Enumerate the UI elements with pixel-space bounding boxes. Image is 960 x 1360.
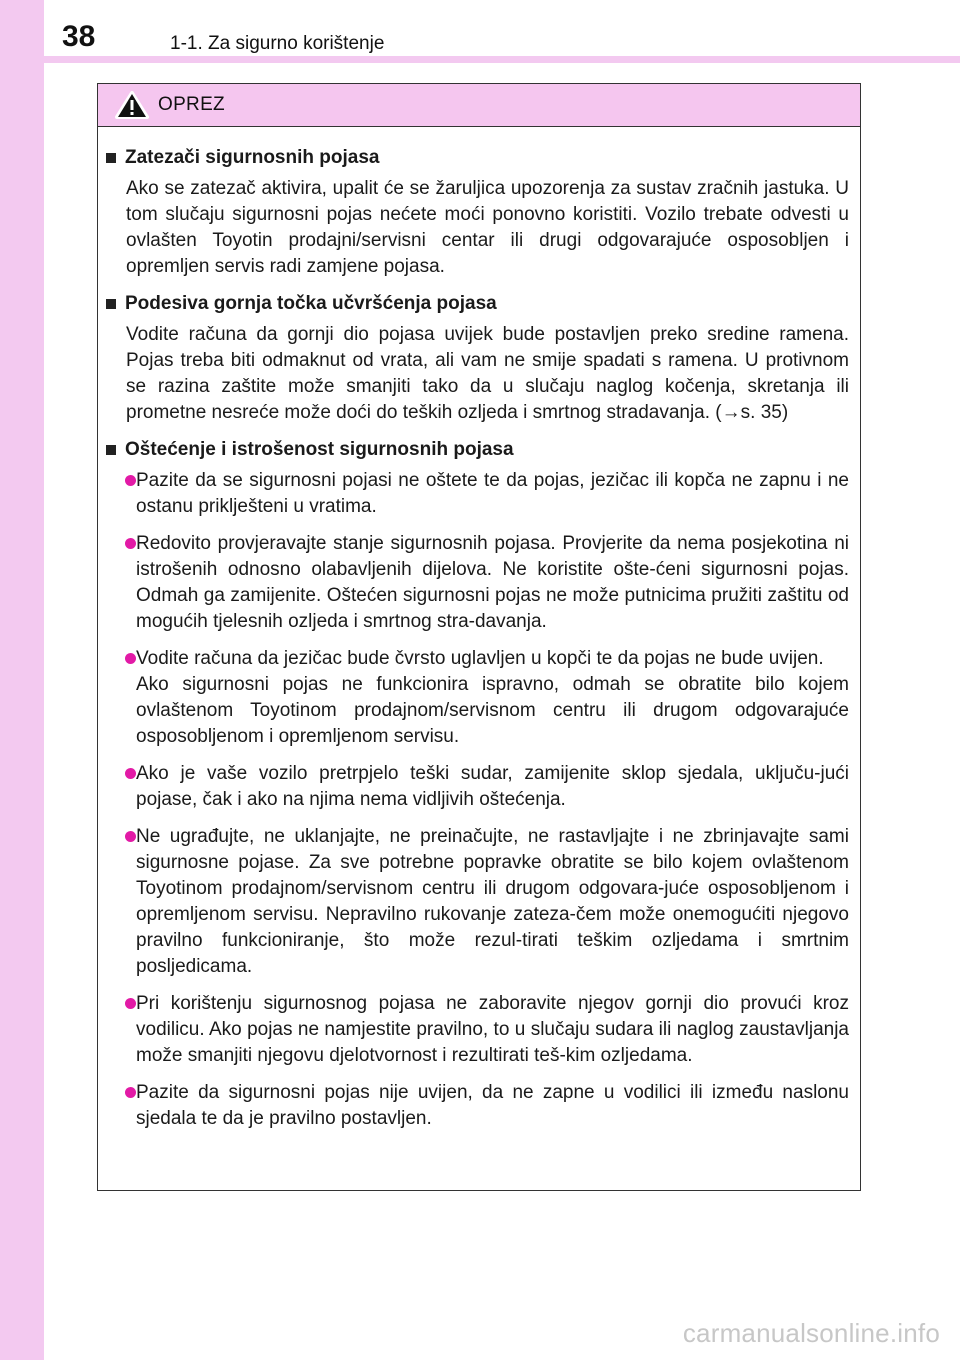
section-paragraph: Ako se zatezač aktivira, upalit će se žaruljica upozorenja za sustav zračnih jastuka. U tom slučaju sigurnosni pojas nećete moći ponovno koristiti. Vozilo trebate odvesti u ovlašten Toyotin prodajni/servisni centar ili drugi odgovarajuće osposobljen i opremljen servis radi zamjene pojasa. [126,178,849,277]
section-heading-text: Zatezači sigurnosnih pojasa [125,147,380,168]
caution-body [98,127,860,1132]
list-item-text: Pazite da sigurnosni pojas nije uvijen, da ne zapne u vodilici ili između naslonu sjedala te da je pravilno postavljen. [136,1082,849,1129]
section-heading [105,291,849,316]
list-item-text: Pri korištenju sigurnosnog pojasa ne zaboravite njegov gornji dio provući kroz vodilicu. Ako pojas ne namjestite pravilno, to u slučaju sudara ili naglog zaustavljanja može smanjiti njegovu djelotvornost i rezultirati teš-kim ozljedama. [136,993,849,1066]
header-rule [44,56,960,63]
section-heading-text: Oštećenje i istrošenost sigurnosnih pojasa [125,439,514,460]
list-item [105,468,849,520]
round-bullet-icon [125,768,136,779]
list-item [105,1080,849,1132]
list-item-text-continued: Ako sigurnosni pojas ne funkcionira ispravno, odmah se obratite bilo kojem ovlaštenom Toyotinom prodajnom/servisnom centru ili drugom odgovarajuće osposobljenom i opremljenom servisu. [136,674,849,747]
section-heading [105,145,849,170]
section-heading [105,437,849,462]
round-bullet-icon [125,1087,136,1098]
list-item-text: Vodite računa da jezičac bude čvrsto uglavljen u kopči te da pojas ne bude uvijen. [136,648,824,669]
round-bullet-icon [125,831,136,842]
list-item [105,646,849,750]
page-number: 38 [62,20,96,53]
list-item-text: Pazite da se sigurnosni pojasi ne oštete te da pojas, jezičac ili kopča ne zapnu i ne ostanu priklješteni u vratima. [136,470,849,517]
round-bullet-icon [125,475,136,486]
watermark: carmanualsonline.info [682,1318,940,1348]
side-color-strip [0,0,44,1360]
list-item-text: Ako je vaše vozilo pretrpjelo teški sudar, zamijenite sklop sjedala, uključu-jući pojase, čak i ako na njima nema vidljivih oštećenja. [136,763,849,810]
list-item-text: Redovito provjeravajte stanje sigurnosnih pojasa. Provjerite da nema posjekotina ni istrošenih odnosno olabavljenih dijelova. Ne koristite ošte-ćeni sigurnosni pojas. Odmah ga zamijenite. Oštećen sigurnosni pojas ne može putnicima pružiti zaštitu od mogućih tjelesnih ozljeda i smrtnog stra-davanja. [136,533,849,632]
round-bullet-icon [125,998,136,1009]
list-item [105,531,849,635]
section-paragraph: Vodite računa da gornji dio pojasa uvijek bude postavljen preko sredine ramena. Pojas treba biti odmaknut od vrata, ali vam ne smije spadati s ramena. U protivnom se razina zaštite može smanjiti tako da u slučaju naglog kočenja, skretanja ili prometne nesreće može doći do teških ozljeda i smrtnog stradavanja. (→s. 35) [126,324,849,423]
square-bullet-icon [106,299,116,309]
caution-box [97,83,861,1191]
round-bullet-icon [125,538,136,549]
list-item [105,761,849,813]
square-bullet-icon [106,153,116,163]
section-heading-text: Podesiva gornja točka učvršćenja pojasa [125,293,497,314]
caution-header [98,84,860,127]
caution-label: OPREZ [158,94,225,115]
square-bullet-icon [106,445,116,455]
section-title: 1-1. Za sigurno korištenje [170,33,385,54]
list-item [105,824,849,980]
list-item-text: Ne ugrađujte, ne uklanjajte, ne preinačujte, ne rastavljajte i ne zbrinjavajte sami sigurnosne pojase. Za sve potrebne popravke obratite se bilo kojem ovlaštenom Toyotinom prodajnom/servisnom centru ili drugom odgovara-juće osposobljenom i opremljenom servisu. Nepravilno rukovanje zateza-čem može onemogućiti njegovo pravilno funkcioniranje, što može rezul-tirati teškim ozljedama i smrtnim posljedicama. [136,826,849,977]
list-item [105,991,849,1069]
warning-triangle-icon [115,91,149,119]
round-bullet-icon [125,653,136,664]
